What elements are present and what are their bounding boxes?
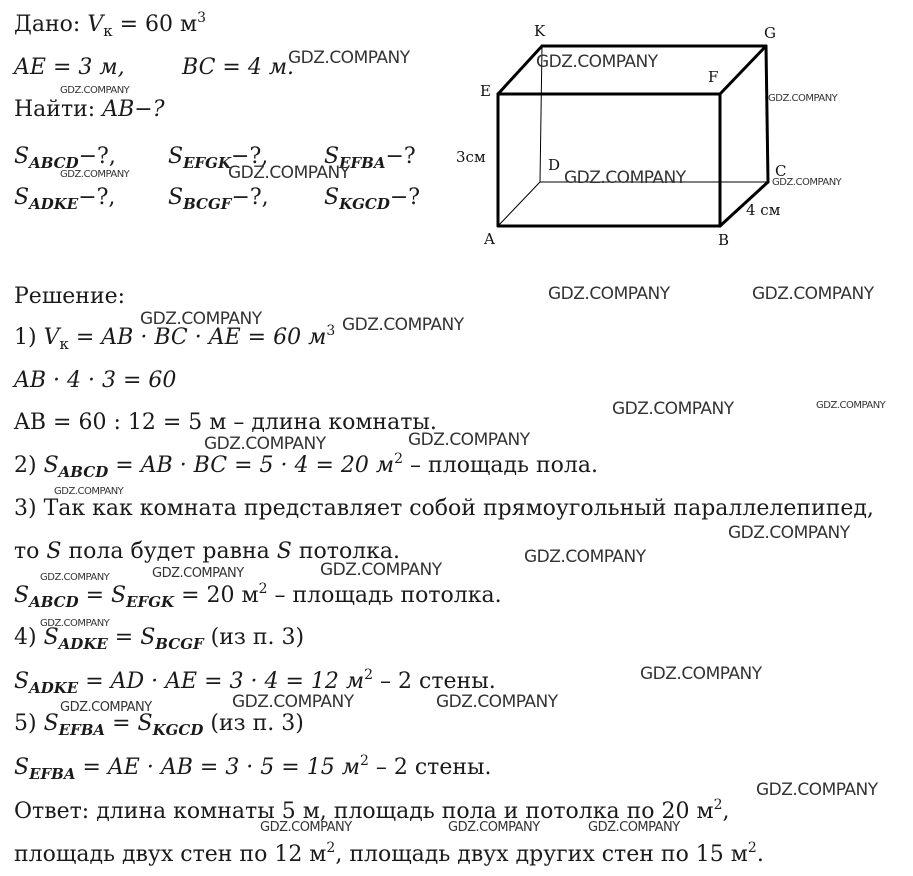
watermark: GDZ.COMPANY	[448, 820, 540, 835]
watermark: GDZ.COMPANY	[60, 169, 130, 180]
watermark: GDZ.COMPANY	[152, 566, 244, 581]
height-label: 3см	[456, 148, 486, 166]
watermark: GDZ.COMPANY	[756, 780, 878, 800]
solution-line7: $S_{ABCD} = S_{EFGK} = 20$ $м^2$ – площадь потолка.	[14, 581, 502, 611]
edge-fg	[720, 46, 766, 94]
watermark: GDZ.COMPANY	[536, 52, 658, 72]
watermark: GDZ.COMPANY	[436, 692, 558, 712]
given-volume-line	[14, 10, 206, 40]
watermark: GDZ.COMPANY	[60, 85, 130, 96]
volume-subscript: к	[103, 22, 113, 40]
watermark: GDZ.COMPANY	[640, 664, 762, 684]
edge-gc	[766, 46, 768, 182]
solution-step2: 2) $S_{ABCD}$ = AB · BC = 5 · 4 = 20 $м^2$ – площадь пола.	[14, 451, 599, 481]
find-item-abcd: $S_{ABCD}-$?,	[14, 144, 116, 172]
watermark: GDZ.COMPANY	[260, 820, 352, 835]
find-item-bcgf: $S_{BCGF}-$?,	[168, 185, 269, 213]
watermark: GDZ.COMPANY	[752, 284, 874, 304]
vertex-e: E	[480, 82, 491, 100]
vertex-c: C	[775, 162, 787, 180]
solution-line2: AB · 4 · 3 = 60	[14, 368, 177, 393]
solution-line9: $S_{ADKE}$ = AD · AE = 3 · 4 = 12 $м^2 - 2$ стены.	[14, 667, 496, 697]
solution-line11: $S_{EFBA}$ = AE · AB = 3 · 5 = 15 $м^2 - 2$ стены.	[14, 753, 492, 783]
find-ab: AB−?	[102, 97, 165, 122]
find-line	[14, 95, 165, 125]
watermark: GDZ.COMPANY	[342, 315, 464, 335]
volume-symbol: V	[87, 12, 104, 37]
watermark: GDZ.COMPANY	[588, 820, 680, 835]
solution-step3-line1: 3) Так как комната представляет собой прямоугольный параллелепипед,	[14, 496, 874, 521]
given-bc: BC = 4 м.	[182, 55, 295, 80]
watermark: GDZ.COMPANY	[612, 399, 734, 419]
watermark: GDZ.COMPANY	[204, 434, 326, 454]
watermark: GDZ.COMPANY	[524, 547, 646, 567]
watermark: GDZ.COMPANY	[320, 560, 442, 580]
solution-heading: Решение:	[14, 284, 126, 309]
watermark: GDZ.COMPANY	[288, 48, 410, 68]
find-item-kgcd: $S_{KGCD}-$?	[324, 185, 421, 213]
watermark: GDZ.COMPANY	[40, 572, 110, 583]
watermark: GDZ.COMPANY	[54, 486, 124, 497]
edge-ad	[498, 182, 540, 226]
watermark: GDZ.COMPANY	[768, 93, 838, 104]
find-item-efba: $S_{EFBA}-$?	[324, 144, 416, 172]
width-label: 4 см	[746, 201, 781, 219]
vertex-d: D	[548, 156, 561, 174]
answer-line1: Ответ: длина комнаты 5 м, площадь пола и потолка по 20 $м^2$,	[14, 797, 730, 824]
find-item-efgk: $S_{EFGK}-$?,	[168, 144, 269, 172]
watermark: GDZ.COMPANY	[564, 168, 686, 188]
given-heading: Дано:	[14, 12, 81, 37]
find-item-adke: $S_{ADKE}-$?,	[14, 185, 116, 213]
watermark: GDZ.COMPANY	[816, 400, 886, 411]
watermark: GDZ.COMPANY	[40, 618, 110, 629]
solution-step1: 1) $V_к$ = AB · BC · AE = 60 $м^3$	[14, 323, 336, 353]
watermark: GDZ.COMPANY	[228, 163, 350, 183]
watermark: GDZ.COMPANY	[140, 309, 262, 329]
find-heading: Найти:	[14, 97, 96, 122]
solution-step3-line2: то S пола будет равна S потолка.	[14, 539, 401, 564]
vertex-g: G	[764, 24, 776, 42]
volume-value: = 60 м	[119, 12, 198, 37]
vertex-k: K	[534, 22, 546, 40]
volume-exponent: 3	[197, 10, 207, 26]
vertex-f: F	[708, 68, 719, 86]
given-ae: AE = 3 м,	[14, 55, 125, 80]
watermark: GDZ.COMPANY	[232, 692, 354, 712]
watermark: GDZ.COMPANY	[548, 284, 670, 304]
solution-step4: 4) $S_{ADKE} = S_{BCGF}$ (из п. 3)	[14, 625, 305, 653]
solution-step5: 5) $S_{EFBA} = S_{KGCD}$ (из п. 3)	[14, 711, 304, 739]
watermark: GDZ.COMPANY	[772, 177, 842, 188]
watermark: GDZ.COMPANY	[728, 523, 850, 543]
watermark: GDZ.COMPANY	[60, 700, 152, 715]
parallelepiped-figure	[450, 10, 850, 260]
watermark: GDZ.COMPANY	[408, 430, 530, 450]
solution-line3: AB = 60 : 12 = 5 м – длина комнаты.	[14, 410, 437, 435]
vertex-b: B	[718, 231, 730, 249]
vertex-a: A	[484, 230, 495, 248]
answer-line2: площадь двух стен по 12 $м^2$, площадь двух других стен по 15 $м^2$.	[14, 840, 764, 867]
